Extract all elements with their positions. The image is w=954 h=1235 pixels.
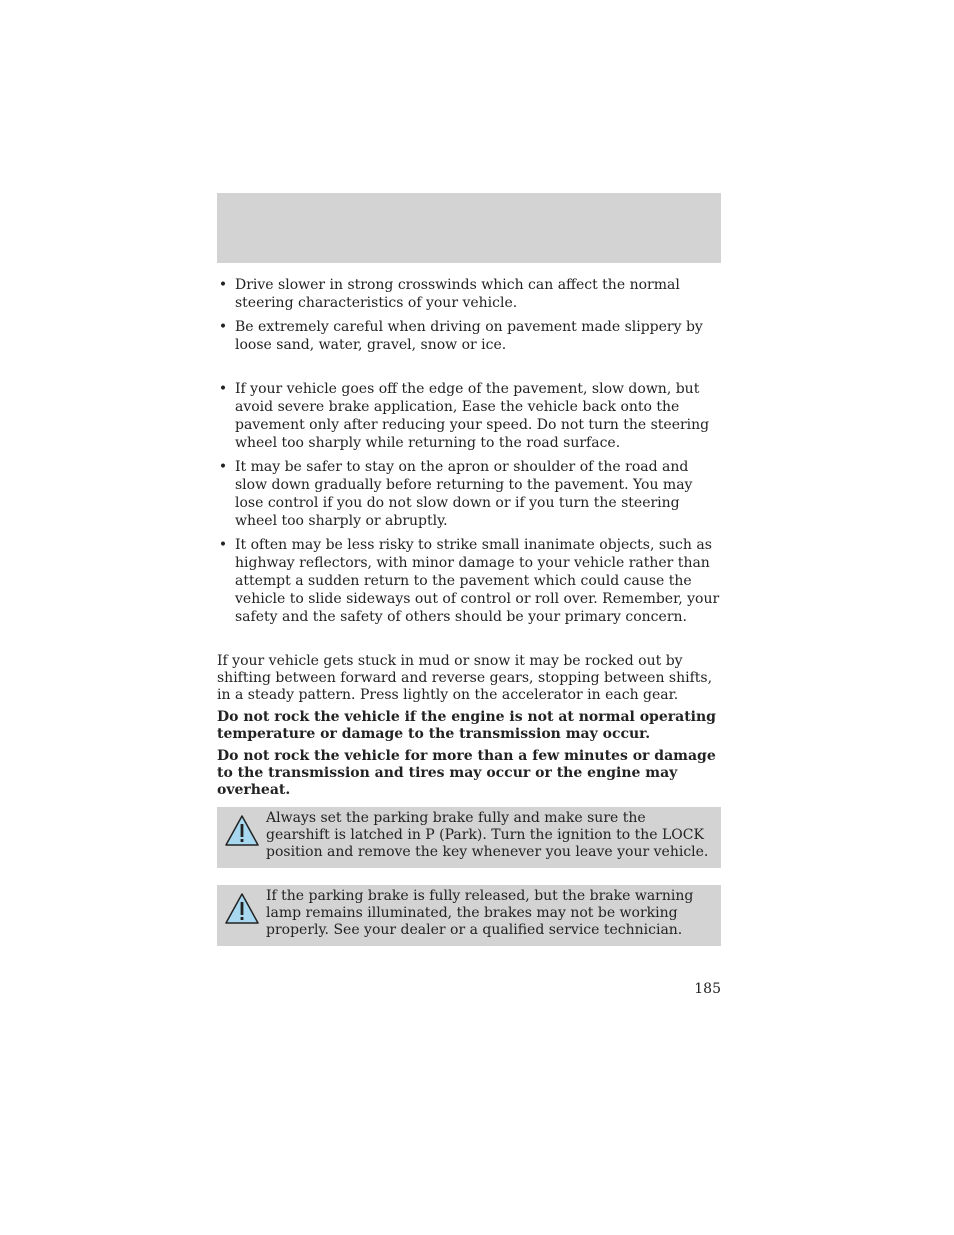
rocking-caution-temperature: Do not rock the vehicle if the engine is not at normal operating temperature or damage to the transmission may occur. — [217, 709, 716, 742]
bullet-dot: • — [218, 277, 228, 293]
list-item — [217, 318, 721, 354]
list-item-text: Drive slower in strong crosswinds which can affect the normal steering characteristics of your vehicle. — [235, 277, 680, 311]
page-number: 185 — [694, 981, 721, 997]
bullet-list-pavement — [217, 380, 721, 626]
warning-text: Always set the parking brake fully and make sure the gearshift is latched in P (Park). Turn the ignition to the LOCK position and remove the key whenever you leave your vehicle. — [266, 810, 709, 860]
rocking-intro-paragraph: If your vehicle gets stuck in mud or snow it may be rocked out by shifting between forward and reverse gears, stopping between shifts, in a steady pattern. Press lightly on the accelerator in each gear. — [217, 653, 713, 703]
list-item-text: Be extremely careful when driving on pavement made slippery by loose sand, water, gravel, snow or ice. — [235, 319, 703, 353]
list-item — [217, 458, 721, 530]
rocking-caution-duration: Do not rock the vehicle for more than a few minutes or damage to the transmission and tires may occur or the engine may overheat. — [217, 748, 716, 798]
warning-box-brake-lamp — [217, 885, 721, 946]
spacer — [217, 632, 721, 653]
warning-triangle-icon — [224, 814, 260, 848]
warning-box-parking — [217, 807, 721, 868]
bullet-dot: • — [218, 319, 228, 335]
spacer — [217, 360, 721, 380]
list-item — [217, 380, 721, 452]
list-item — [217, 536, 721, 626]
list-item-text: It often may be less risky to strike small inanimate objects, such as highway reflectors, with minor damage to your vehicle rather than attempt a sudden return to the pavement which could cause the vehicle to slide sideways out of control or roll over. Remember, your safety and the safety of others should be your primary concern. — [235, 537, 720, 625]
list-item-text: If your vehicle goes off the edge of the pavement, slow down, but avoid severe brake application, Ease the vehicle back onto the pavement only after reducing your speed. Do not turn the steering wheel too sharply while returning to the road surface. — [235, 381, 710, 451]
bullet-dot: • — [218, 537, 228, 553]
bullet-list-driving — [217, 276, 721, 354]
warning-triangle-icon — [224, 892, 260, 926]
page-content — [217, 276, 721, 946]
bullet-dot: • — [218, 459, 228, 475]
warning-text: If the parking brake is fully released, but the brake warning lamp remains illuminated, the brakes may not be working properly. See your dealer or a qualified service technician. — [266, 888, 694, 938]
list-item — [217, 276, 721, 312]
section-header-bar — [217, 193, 721, 263]
bullet-dot: • — [218, 381, 228, 397]
list-item-text: It may be safer to stay on the apron or shoulder of the road and slow down gradually before returning to the pavement. You may lose control if you do not slow down or if you turn the steering wheel too sharply or abruptly. — [235, 459, 693, 529]
